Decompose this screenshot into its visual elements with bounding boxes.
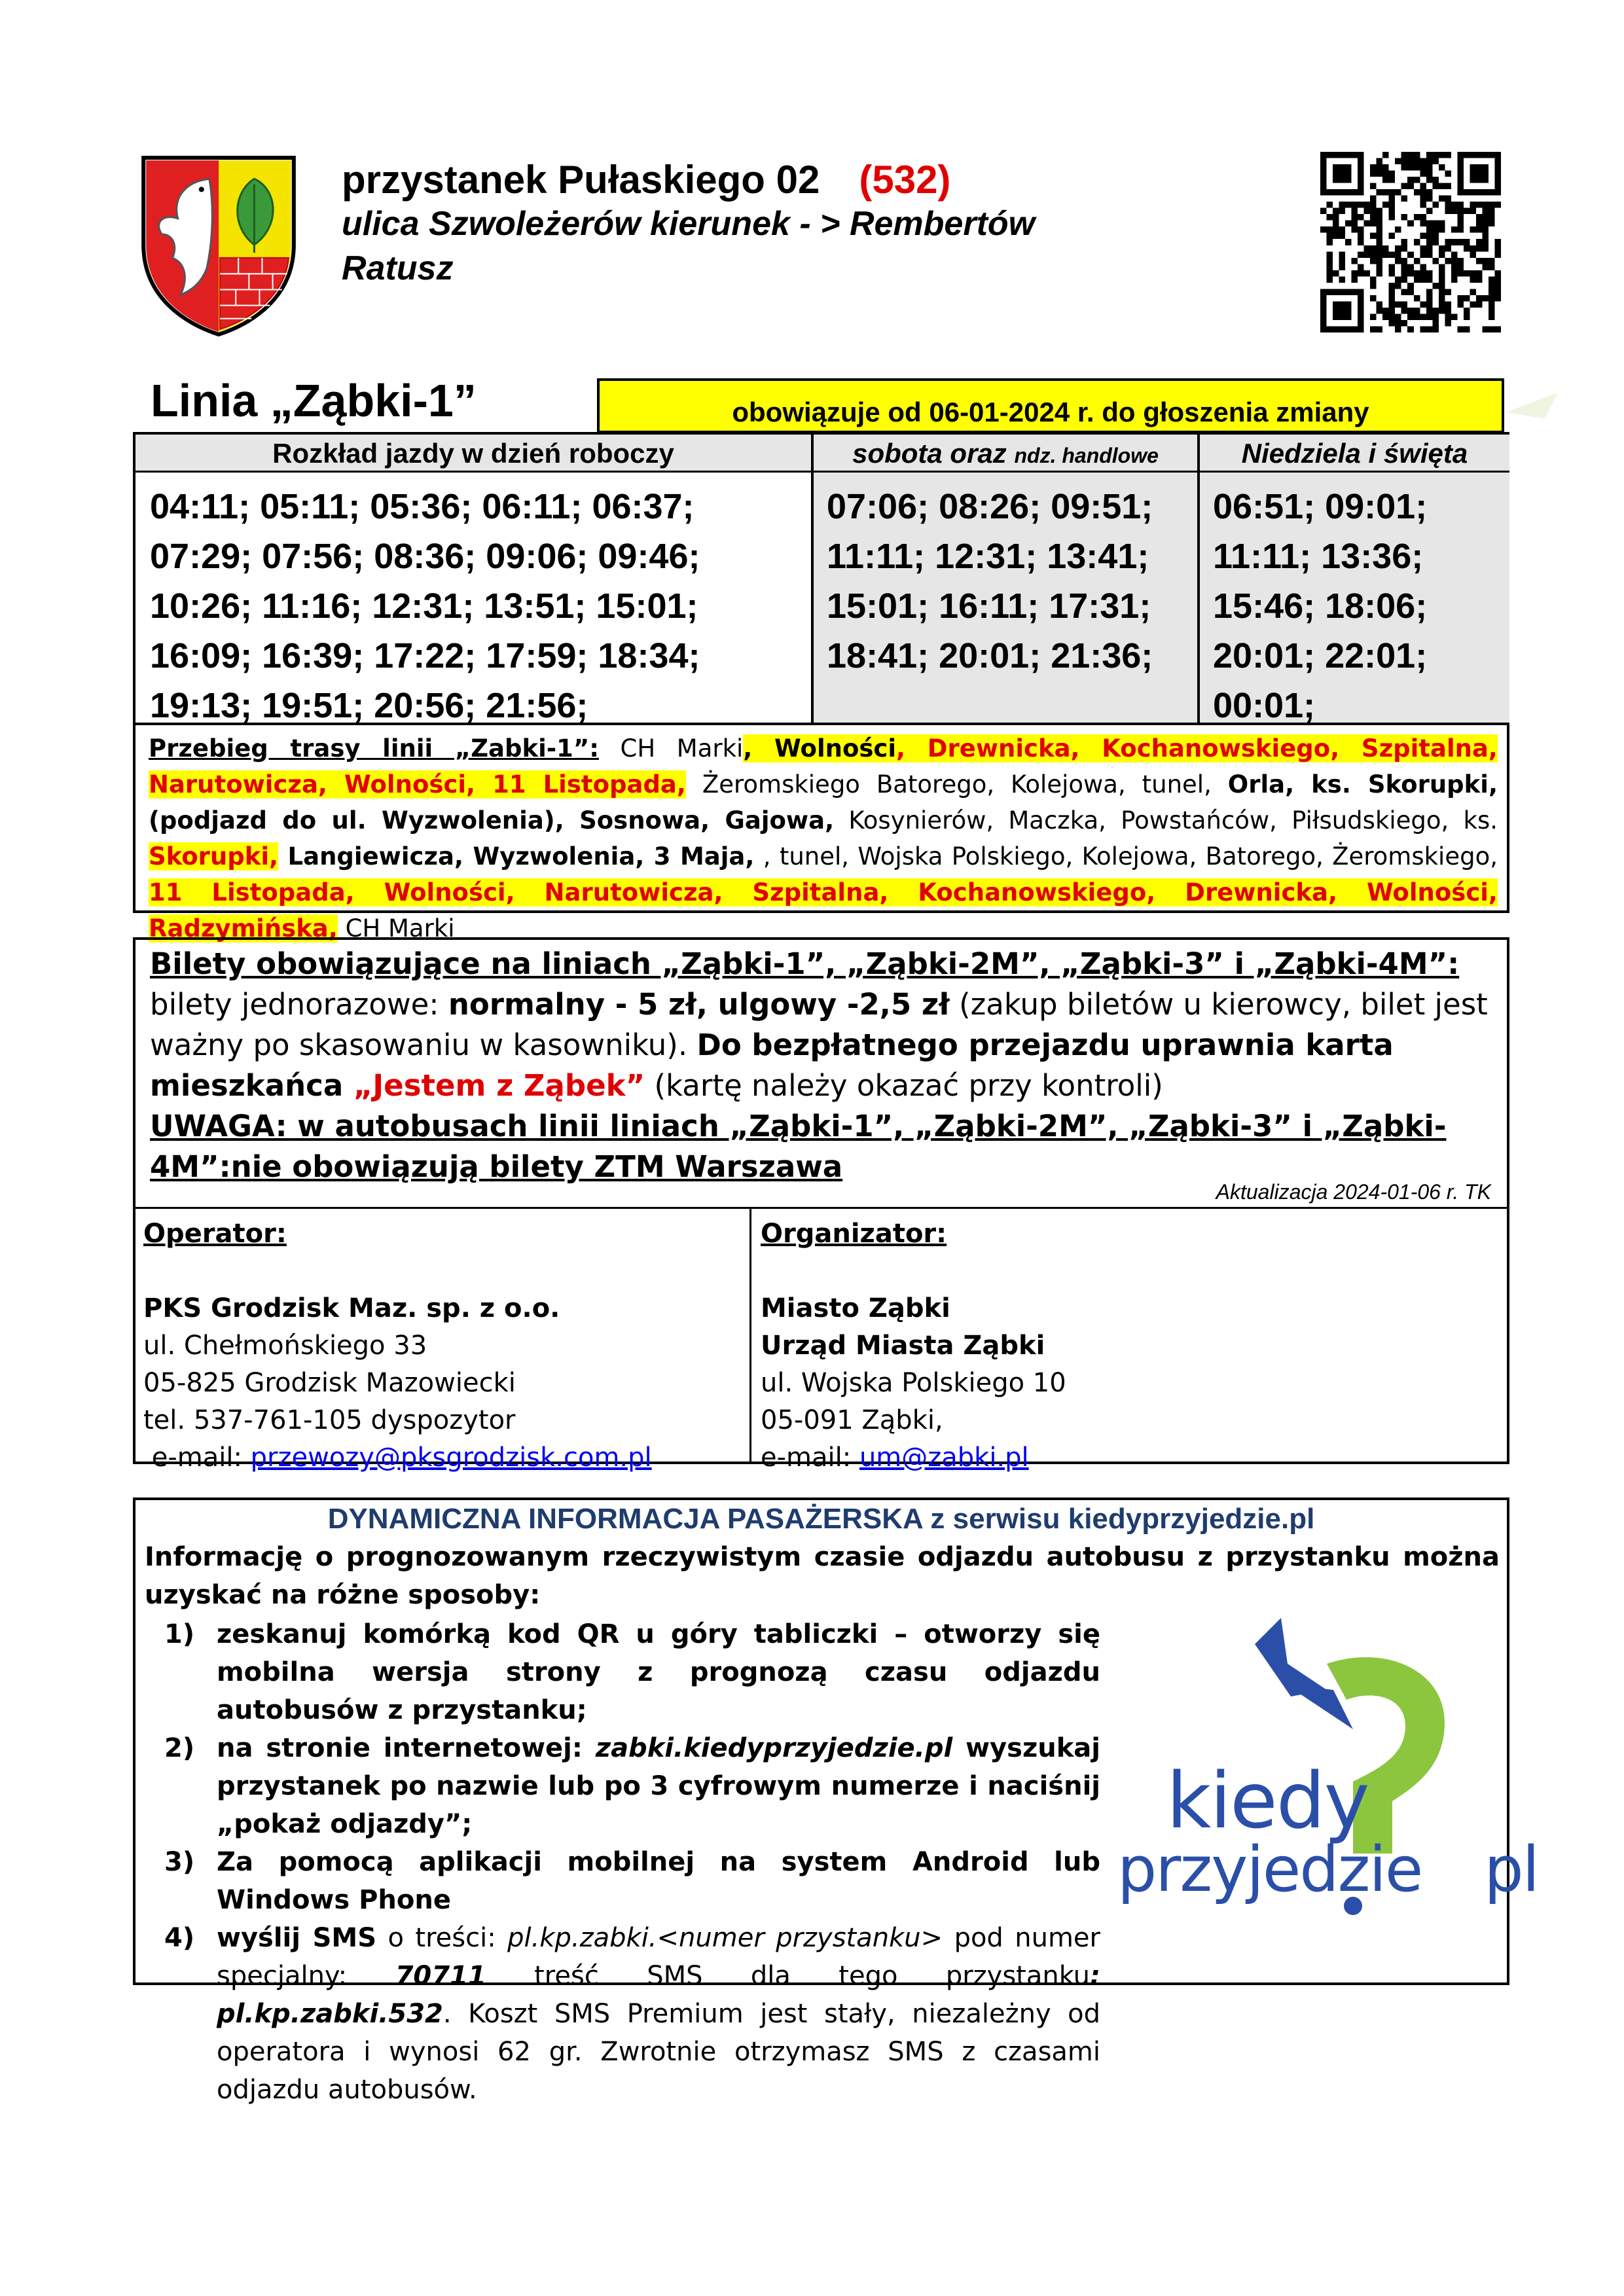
weekday-row: 19:13; 19:51; 20:56; 21:56; xyxy=(150,686,588,725)
tickets-text xyxy=(150,944,1498,1187)
list-item-text: zabki.kiedyprzyjedzie.pl xyxy=(595,1733,953,1763)
saturday-row: 11:11; 12:31; 13:41; xyxy=(827,537,1149,576)
list-item-text: Za pomocą aplikacji mobilnej na system Android lub Windows Phone xyxy=(217,1847,1100,1915)
tickets-title: Bilety obowiązujące na liniach „Ząbki-1”, „Ząbki-2M”, „Ząbki-3” i „Ząbki-4M”: xyxy=(150,946,1460,981)
saturday-row: 15:01; 16:11; 17:31; xyxy=(827,586,1151,626)
route-segment: , Wolności xyxy=(743,734,897,762)
list-item xyxy=(145,1919,1100,2109)
operator-email-label: e-mail: xyxy=(143,1443,251,1473)
operator-label: Operator: xyxy=(143,1219,287,1249)
dynamic-info xyxy=(133,1498,1539,2105)
list-item-text: zeskanuj komórką kod QR u góry tabliczki – otworzy się mobilna wersja strony z prognozą czasu odjazdu autobusów z przystanku; xyxy=(217,1619,1100,1725)
tickets-p1-c: (zakup biletów u kierowcy, bilet jest ważny po skasowaniu w kasowniku). xyxy=(150,987,1488,1062)
contacts xyxy=(135,1207,1507,1473)
list-item xyxy=(145,1843,1100,1919)
timetable xyxy=(133,432,1509,942)
list-item xyxy=(145,1615,1100,1729)
saturday-header-main: sobota oraz xyxy=(852,438,1007,469)
list-item-text: o treści: xyxy=(376,1923,508,1953)
route-segment: , tunel, Wojska Polskiego, Kolejowa, Batorego, Żeromskiego, xyxy=(754,842,1498,870)
logo-word-przyjedzie-text: przyjedzie xyxy=(1117,1834,1422,1906)
list-item-text: treść SMS dla tego przystanku xyxy=(486,1961,1091,1991)
operator-cell xyxy=(135,1209,749,1473)
list-item-text: pod numer specjalny: xyxy=(217,1923,1100,1991)
sunday-row: 15:46; 18:06; xyxy=(1213,586,1428,626)
list-item-text: : pl.kp.zabki.532 xyxy=(217,1961,1101,2029)
decorative-leaf-icon xyxy=(1506,393,1558,432)
stop-title xyxy=(342,157,950,202)
qr-code-icon[interactable] xyxy=(1320,152,1501,332)
sunday-row: 11:11; 13:36; xyxy=(1213,537,1424,576)
tickets-info xyxy=(133,937,1509,1473)
organizer-email-row xyxy=(761,1439,1504,1477)
stop-name: przystanek Pułaskiego 02 xyxy=(342,158,820,202)
operator-email-link[interactable]: przewozy@pksgrodzisk.com.pl xyxy=(250,1443,652,1473)
ticket-prices: normalny - 5 zł, ulgowy -2,5 zł xyxy=(448,987,950,1022)
logo-word-kiedy: kiedy xyxy=(1166,1755,1369,1846)
list-item-number: 1) xyxy=(164,1619,195,1649)
free-ride-note: Do bezpłatnego przejazdu uprawnia karta mieszkańca xyxy=(150,1028,1394,1103)
stop-number: (532) xyxy=(859,158,951,202)
route-segment: Żeromskiego Batorego, Kolejowa, tunel, xyxy=(685,770,1228,798)
list-item-text: 70711 xyxy=(395,1961,486,1991)
list-item-number: 2) xyxy=(164,1733,195,1763)
organizer-email-link[interactable]: um@zabki.pl xyxy=(859,1443,1029,1473)
operator-address: ul. Chełmońskiego 33 xyxy=(143,1331,427,1361)
zabki-coat-of-arms-icon xyxy=(133,152,304,337)
dynamic-info-title: DYNAMICZNA INFORMACJA PASAŻERSKA z serwisu kiedyprzyjedzie.pl xyxy=(327,1503,1315,1535)
dynamic-info-intro: Informację o prognozowanym rzeczywistym czasie odjazdu autobusu z przystanku można uzyskać na różne sposoby: xyxy=(145,1542,1500,1610)
street-direction: ulica Szwoleżerów kierunek - > Rembertów xyxy=(342,205,1036,243)
weekday-times xyxy=(135,473,811,723)
saturday-row: 18:41; 20:01; 21:36; xyxy=(827,636,1153,675)
saturday-times xyxy=(814,473,1197,723)
sunday-header: Niedziela i święta xyxy=(1200,435,1509,473)
route-label: Przebieg trasy linii „Zabki-1”: xyxy=(149,734,599,762)
route-segment: CH Marki xyxy=(337,914,455,942)
validity-banner: obowiązuje od 06-01-2024 r. do głoszenia zmiany xyxy=(597,378,1504,433)
weekday-row: 04:11; 05:11; 05:36; 06:11; 06:37; xyxy=(150,487,695,526)
route-segment: Kosynierów, Maczka, Powstańców, Piłsudskiego, ks. xyxy=(834,806,1498,834)
organizer-email-label: e-mail: xyxy=(761,1443,859,1473)
tickets-p1-f: (kartę należy okazać przy kontroli) xyxy=(645,1068,1163,1103)
weekday-row: 10:26; 11:16; 12:31; 13:51; 15:01; xyxy=(150,586,698,626)
operator-city: 05-825 Grodzisk Mazowiecki xyxy=(143,1368,516,1398)
list-item-number: 4) xyxy=(164,1923,195,1953)
operator-email-row xyxy=(143,1439,749,1477)
list-item xyxy=(145,1729,1100,1843)
organizer-label: Organizator: xyxy=(761,1219,947,1249)
route-segment: Langiewicza, Wyzwolenia, 3 Maja, xyxy=(278,842,755,870)
organizer-cell xyxy=(751,1209,1504,1473)
update-note: Aktualizacja 2024-01-06 r. TK xyxy=(1216,1180,1491,1204)
operator-phone: tel. 537-761-105 dyspozytor xyxy=(143,1405,516,1435)
route-segment: CH Marki xyxy=(599,734,744,762)
weekday-row: 07:29; 07:56; 08:36; 09:06; 09:46; xyxy=(150,537,700,576)
saturday-header xyxy=(814,435,1197,473)
organizer-address: ul. Wojska Polskiego 10 xyxy=(761,1368,1066,1398)
list-item-text: wyszukaj przystanek po nazwie lub po 3 cyfrowym numerze i naciśnij „pokaż odjazdy”; xyxy=(217,1733,1100,1839)
tickets-warning: UWAGA: w autobusach linii liniach „Ząbki-1”, „Ząbki-2M”, „Ząbki-3” i „Ząbki-4M”:nie obowiązują bilety ZTM Warszawa xyxy=(150,1109,1447,1184)
weekday-header: Rozkład jazdy w dzień roboczy xyxy=(135,435,811,473)
line-name: Linia „Ząbki-1” xyxy=(151,375,477,426)
sunday-row: 00:01; xyxy=(1213,686,1316,725)
weekday-row: 16:09; 16:39; 17:22; 17:59; 18:34; xyxy=(150,636,700,675)
saturday-row: 07:06; 08:26; 09:51; xyxy=(827,487,1153,526)
logo-word-przyjedzie xyxy=(1117,1834,1538,1906)
list-item-text: wyślij SMS xyxy=(217,1923,377,1953)
direction-destination: Ratusz xyxy=(342,249,454,287)
route-stops xyxy=(149,734,1498,942)
route-segment: Skorupki, xyxy=(149,842,279,870)
list-item-text: na stronie internetowej: xyxy=(217,1733,596,1763)
saturday-header-small: ndz. handlowe xyxy=(1014,444,1159,467)
tickets-p1-a: bilety jednorazowe: xyxy=(150,987,448,1022)
sunday-row: 20:01; 22:01; xyxy=(1213,636,1428,675)
list-item-text: pl.kp.zabki.<numer przystanku> xyxy=(507,1923,943,1953)
route-segment: Orla, ks. Skorupki, (podjazd do ul. Wyzwolenia), Sosnowa, Gajowa, xyxy=(149,770,1498,834)
organizer-name: Miasto Ząbki xyxy=(761,1293,950,1323)
organizer-office: Urząd Miasta Ząbki xyxy=(761,1331,1045,1361)
list-item-number: 3) xyxy=(164,1847,195,1877)
dynamic-info-list xyxy=(145,1615,1100,2109)
organizer-city: 05-091 Ząbki, xyxy=(761,1405,943,1435)
operator-name: PKS Grodzisk Maz. sp. z o.o. xyxy=(143,1293,560,1323)
sunday-times xyxy=(1200,473,1509,723)
tickets-paragraph xyxy=(150,984,1498,1106)
route-segment: , Drewnicka, Kochanowskiego, Szpitalna, Narutowicza, Wolności, 11 Listopada, xyxy=(149,734,1498,798)
resident-card-name: „Jestem z Ząbek” xyxy=(353,1068,645,1103)
logo-word-pl: pl xyxy=(1484,1834,1539,1906)
list-item-text: . Koszt SMS Premium jest stały, niezależny od operatora i wynosi 62 gr. Zwrotnie otrzymasz SMS z czasami odjazdu autobusów. xyxy=(217,1999,1100,2105)
route-segment: 11 Listopada, Wolności, Narutowicza, Szpitalna, Kochanowskiego, Drewnicka, Wolności, Radzymińska, xyxy=(149,878,1498,942)
sunday-row: 06:51; 09:01; xyxy=(1213,487,1428,526)
route-description xyxy=(135,723,1507,942)
